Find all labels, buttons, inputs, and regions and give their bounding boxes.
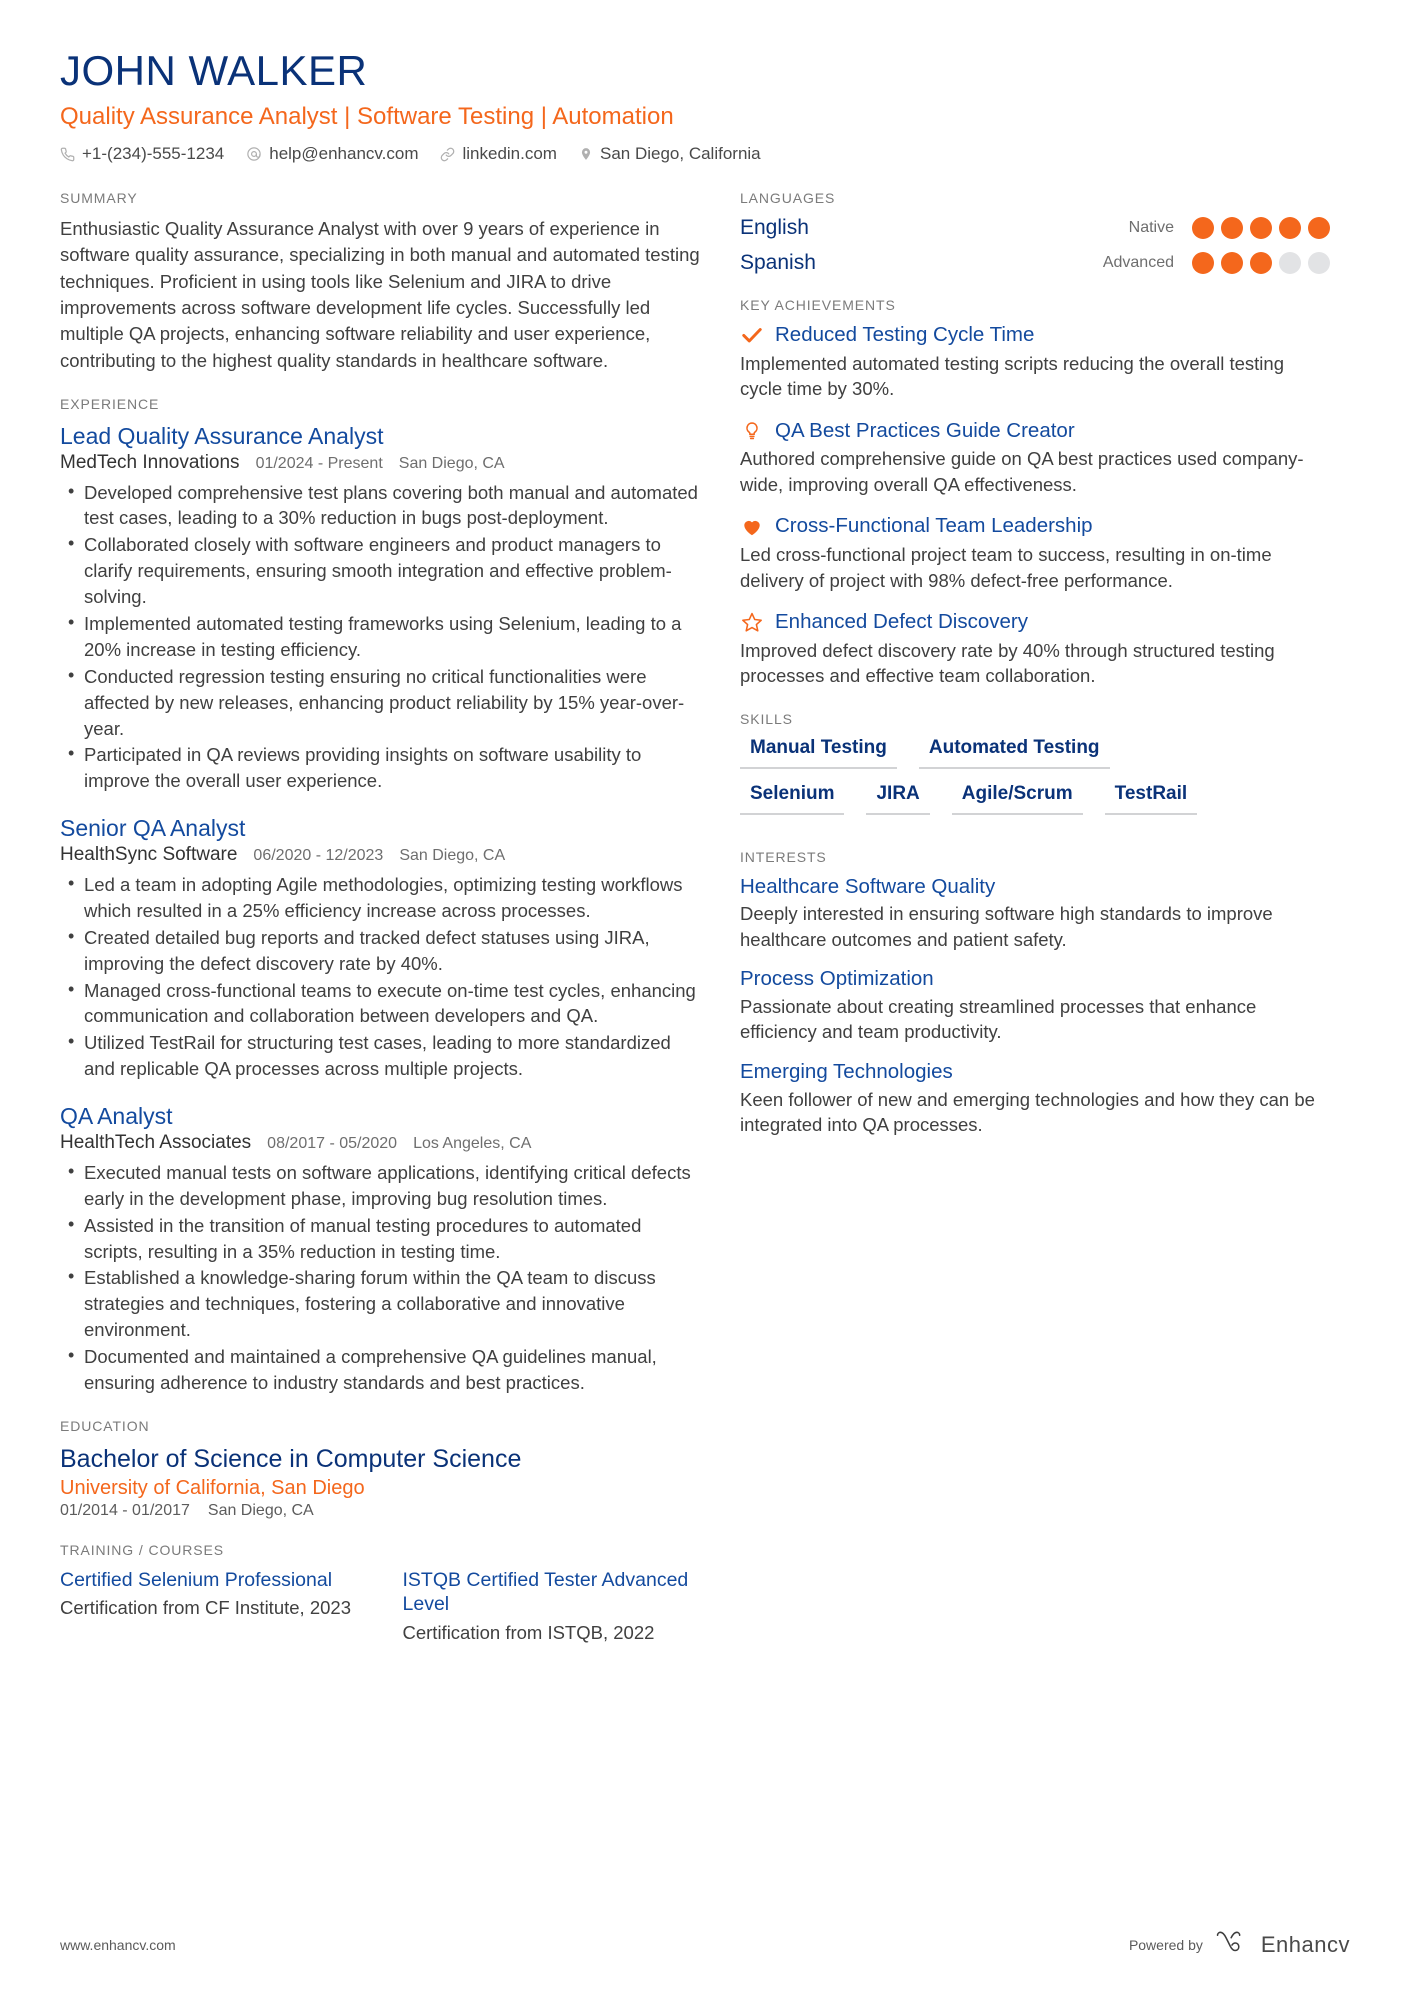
education-entry	[60, 1444, 700, 1520]
education-school: University of California, San Diego	[60, 1476, 365, 1499]
language-row	[740, 251, 1330, 275]
training-list	[60, 1568, 700, 1646]
powered-by-label: Powered by	[1128, 1936, 1203, 1953]
language-level: Native	[1128, 219, 1174, 237]
achievement-title: QA Best Practices Guide Creator	[775, 418, 1075, 442]
contact-email[interactable]	[246, 144, 418, 164]
page-title: JOHN WALKER	[60, 47, 368, 94]
job-bullets	[60, 480, 700, 795]
job-bullets	[60, 872, 700, 1082]
section-training	[60, 1542, 700, 1646]
skill-chip[interactable]: Selenium	[740, 783, 844, 815]
achievement-title: Enhanced Defect Discovery	[775, 610, 1028, 634]
footer-brand	[1129, 1930, 1350, 1959]
contact-email-text: help@enhancv.com	[269, 144, 419, 164]
job-bullet: • Established a knowledge-sharing forum within the QA team to discuss strategies and techniques, fostering a collaborative and innovative environment.	[60, 1265, 700, 1343]
rating-dot	[1192, 217, 1214, 239]
job-meta	[60, 844, 700, 866]
section-experience	[60, 396, 700, 1396]
resume-body	[60, 190, 1350, 1667]
experience-entry	[60, 814, 700, 1082]
location-pin-icon	[579, 146, 593, 162]
achievement-header	[740, 323, 1330, 348]
link-icon	[440, 147, 455, 162]
skill-chip[interactable]: Automated Testing	[919, 737, 1110, 769]
section-education	[60, 1418, 700, 1520]
interest-description: Keen follower of new and emerging technologies and how they can be integrated into QA processes.	[740, 1088, 1315, 1136]
job-bullet: • Utilized TestRail for structuring test cases, leading to more standardized and replicable QA processes across multiple projects.	[60, 1030, 700, 1082]
training-item	[60, 1568, 358, 1646]
achievement-title: Reduced Testing Cycle Time	[775, 323, 1035, 347]
interest-title: Process Optimization	[740, 967, 934, 991]
rating-dot	[1192, 252, 1214, 274]
achievement-item	[740, 514, 1330, 593]
achievement-item	[740, 323, 1330, 402]
skill-chip[interactable]: Manual Testing	[740, 737, 897, 769]
experience-entry	[60, 1102, 700, 1396]
job-bullet: • Assisted in the transition of manual testing procedures to automated scripts, resulting in a 35% reduction in testing time.	[60, 1213, 700, 1265]
achievement-title: Cross-Functional Team Leadership	[775, 514, 1093, 538]
education-location: San Diego, CA	[207, 1501, 314, 1519]
interest-item	[740, 967, 1330, 1045]
job-company: MedTech Innovations	[60, 451, 240, 473]
training-description: Certification from CF Institute, 2023	[60, 1597, 351, 1619]
language-level: Advanced	[1102, 254, 1174, 272]
job-bullet: • Created detailed bug reports and tracked defect statuses using JIRA, improving the defect discovery rate by 40%.	[60, 925, 700, 977]
job-bullet: • Collaborated closely with software engineers and product managers to clarify requirements, ensuring smooth integration and effective problem-solving.	[60, 532, 700, 610]
checkmark-icon	[740, 324, 764, 346]
interest-item	[740, 1060, 1330, 1138]
contact-bar	[60, 144, 1350, 164]
footer-website-url[interactable]: www.enhancv.com	[60, 1936, 176, 1953]
job-location: Los Angeles, CA	[413, 1134, 532, 1152]
rating-dot	[1250, 217, 1272, 239]
section-heading-education: EDUCATION	[60, 1417, 150, 1434]
job-dates: 06/2020 - 12/2023	[253, 846, 384, 864]
skills-row	[740, 783, 1330, 815]
interest-item	[740, 875, 1330, 953]
job-company: HealthSync Software	[60, 843, 238, 865]
section-summary	[60, 190, 700, 374]
contact-linkedin[interactable]	[440, 144, 557, 164]
achievement-item	[740, 419, 1330, 498]
training-name: Certified Selenium Professional	[60, 1568, 333, 1591]
job-location: San Diego, CA	[398, 454, 505, 472]
section-interests	[740, 849, 1330, 1138]
job-title: QA Analyst	[60, 1103, 173, 1130]
education-degree: Bachelor of Science in Computer Science	[60, 1444, 522, 1473]
language-rating-dots	[1192, 252, 1330, 274]
interest-title: Healthcare Software Quality	[740, 874, 996, 898]
email-icon	[246, 146, 262, 162]
job-bullet: • Conducted regression testing ensuring no critical functionalities were affected by new releases, enhancing product reliability by 15% year-over-year.	[60, 664, 700, 742]
skill-chip[interactable]: Agile/Scrum	[952, 783, 1083, 815]
rating-dot	[1250, 252, 1272, 274]
skills-row	[740, 737, 1330, 769]
job-company: HealthTech Associates	[60, 1131, 252, 1153]
rating-dot	[1221, 217, 1243, 239]
job-bullet: • Developed comprehensive test plans covering both manual and automated test cases, leading to a 30% reduction in bugs post-deployment.	[60, 480, 700, 532]
star-outline-icon	[740, 611, 764, 633]
job-dates: 08/2017 - 05/2020	[267, 1134, 398, 1152]
skill-chip[interactable]: JIRA	[866, 783, 929, 815]
section-heading-achievements: KEY ACHIEVEMENTS	[740, 297, 896, 314]
education-meta	[60, 1502, 700, 1520]
job-bullet: • Participated in QA reviews providing insights on software usability to improve the overall user experience.	[60, 742, 700, 794]
interest-description: Deeply interested in ensuring software high standards to improve healthcare outcomes and patient safety.	[740, 903, 1273, 950]
job-bullet: • Led a team in adopting Agile methodologies, optimizing testing workflows which resulted in a 25% efficiency increase across processes.	[60, 872, 700, 924]
contact-phone[interactable]	[60, 144, 224, 164]
achievement-description: Led cross-functional project team to success, resulting in on-time delivery of project with 98% defect-free performance.	[740, 544, 1272, 591]
contact-location-text: San Diego, California	[599, 144, 761, 164]
rating-dot	[1279, 252, 1301, 274]
interest-description: Passionate about creating streamlined processes that enhance efficiency and team productivity.	[740, 995, 1257, 1043]
section-languages	[740, 190, 1330, 275]
training-item	[403, 1568, 701, 1646]
experience-entry	[60, 422, 700, 794]
training-name: ISTQB Certified Tester Advanced Level	[402, 1568, 689, 1616]
section-heading-interests: INTERESTS	[740, 848, 827, 865]
left-column	[60, 190, 700, 1667]
phone-icon	[60, 147, 75, 162]
job-title: Lead Quality Assurance Analyst	[60, 422, 384, 449]
achievement-description: Improved defect discovery rate by 40% through structured testing processes and effective team collaboration.	[740, 639, 1275, 687]
achievement-item	[740, 610, 1330, 689]
section-heading-experience: EXPERIENCE	[60, 395, 160, 412]
interest-title: Emerging Technologies	[740, 1059, 953, 1083]
skill-chip[interactable]: TestRail	[1105, 783, 1198, 815]
achievement-header	[740, 514, 1330, 539]
rating-dot	[1279, 217, 1301, 239]
language-name: English	[740, 216, 809, 240]
section-heading-summary: SUMMARY	[60, 190, 138, 207]
job-bullet: • Documented and maintained a comprehensive QA guidelines manual, ensuring adherence to industry standards and best practices.	[60, 1344, 700, 1396]
achievement-header	[740, 610, 1330, 635]
contact-linkedin-text: linkedin.com	[462, 144, 557, 164]
summary-text: Enthusiastic Quality Assurance Analyst with over 9 years of experience in software quality assurance, specializing in both manual and automated testing techniques. Proficient in using tools like Selenium and JIRA to drive improvements across software development life cycles. Successfully led multiple QA projects, enhancing software reliability and user experience, contributing to the highest quality standards in healthcare software.	[60, 218, 700, 371]
training-description: Certification from ISTQB, 2022	[402, 1621, 655, 1643]
section-skills	[740, 711, 1330, 815]
achievement-description: Implemented automated testing scripts reducing the overall testing cycle time by 30%.	[740, 352, 1284, 400]
section-heading-skills: SKILLS	[740, 710, 793, 727]
lightbulb-icon	[740, 420, 764, 442]
enhancv-logo-icon	[1215, 1930, 1249, 1959]
rating-dot	[1308, 252, 1330, 274]
achievement-header	[740, 419, 1330, 444]
language-name: Spanish	[740, 251, 816, 275]
resume-header	[60, 48, 1350, 164]
rating-dot	[1308, 217, 1330, 239]
section-heading-training: TRAINING / COURSES	[60, 1541, 224, 1558]
job-meta	[60, 1132, 700, 1154]
job-bullet: • Executed manual tests on software applications, identifying critical defects early in the development phase, improving bug resolution times.	[60, 1160, 700, 1212]
right-column	[740, 190, 1330, 1159]
contact-phone-text: +1-(234)-555-1234	[82, 144, 225, 164]
job-bullets	[60, 1160, 700, 1396]
job-location: San Diego, CA	[399, 846, 506, 864]
heart-icon	[740, 516, 764, 538]
job-title: Senior QA Analyst	[60, 815, 246, 842]
contact-location	[579, 144, 761, 164]
section-achievements	[740, 297, 1330, 689]
education-dates: 01/2014 - 01/2017	[60, 1501, 190, 1519]
section-heading-languages: LANGUAGES	[740, 190, 836, 207]
job-bullet: • Managed cross-functional teams to execute on-time test cycles, enhancing communication and collaboration between developers and QA.	[60, 978, 700, 1030]
skills-list	[740, 737, 1330, 815]
page-footer	[60, 1930, 1350, 1959]
achievement-description: Authored comprehensive guide on QA best practices used company-wide, improving overall QA effectiveness.	[740, 448, 1304, 495]
job-dates: 01/2024 - Present	[255, 454, 383, 472]
rating-dot	[1221, 252, 1243, 274]
brand-name: Enhancv	[1260, 1931, 1350, 1957]
job-bullet: • Implemented automated testing frameworks using Selenium, leading to a 20% increase in testing efficiency.	[60, 611, 700, 663]
language-row	[740, 216, 1330, 240]
job-meta	[60, 452, 700, 474]
language-rating-dots	[1192, 217, 1330, 239]
header-role-line: Quality Assurance Analyst | Software Testing | Automation	[60, 103, 674, 131]
